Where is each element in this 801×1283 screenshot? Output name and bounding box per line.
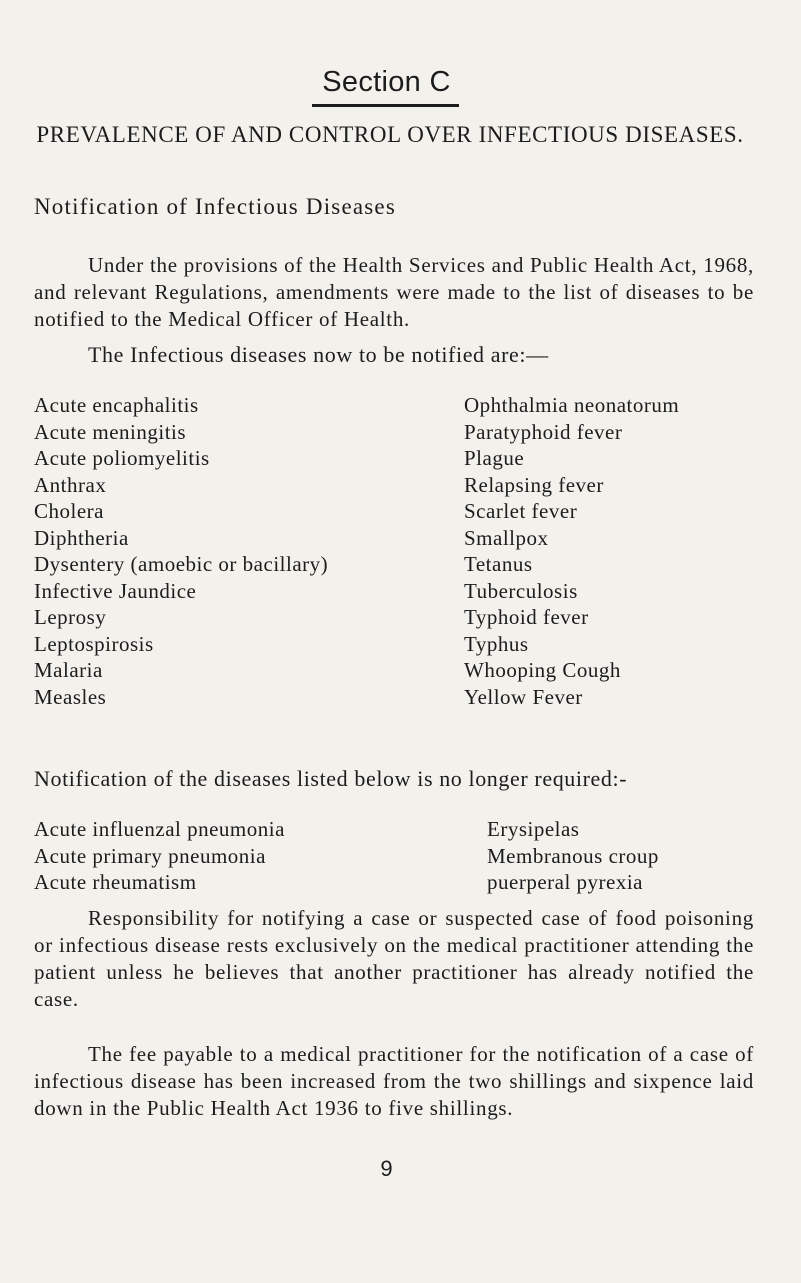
- notifiable-list-left: [34, 392, 328, 710]
- section-heading-underline: [312, 104, 459, 107]
- section-heading: Section C: [322, 66, 451, 98]
- list-item: Whooping Cough: [464, 658, 621, 682]
- list-item: Membranous croup: [487, 843, 659, 868]
- list-item: Malaria: [34, 658, 103, 682]
- list-item: Acute encaphalitis: [34, 393, 199, 417]
- list-item: Smallpox: [464, 525, 549, 550]
- no-longer-list-left: [34, 816, 285, 896]
- list-item: Measles: [34, 684, 107, 709]
- fee-paragraph: The fee payable to a medical practitioner for the notification of a case of infectious disease has been increased from the two shillings and sixpence laid down in the Public Health Act 1936 to five shillings.: [34, 1042, 754, 1120]
- no-longer-intro: Notification of the diseases listed below is no longer required:-: [34, 766, 628, 791]
- list-item: Leptospirosis: [34, 631, 154, 656]
- responsibility-paragraph: Responsibility for notifying a case or suspected case of food poisoning or infectious disease rests exclusively on the medical practitioner attending the patient unless he believes that another practitioner has already notified the case.: [34, 906, 754, 1011]
- list-item: Typhus: [464, 631, 529, 656]
- list-item: puerperal pyrexia: [487, 870, 644, 894]
- list-item: Anthrax: [34, 472, 107, 497]
- list-item: Tetanus: [464, 552, 533, 576]
- list-item: Dysentery (amoebic or bacillary): [34, 552, 329, 576]
- list-item: Infective Jaundice: [34, 578, 197, 603]
- list-item: Acute rheumatism: [34, 870, 197, 894]
- list-item: Cholera: [34, 499, 104, 523]
- no-longer-list-right: [487, 816, 659, 896]
- list-item: Plague: [464, 446, 525, 470]
- list-item: Erysipelas: [487, 817, 580, 841]
- list-item: Ophthalmia neonatorum: [464, 393, 680, 417]
- list-item: Acute primary pneumonia: [34, 843, 266, 868]
- list-item: Yellow Fever: [464, 684, 583, 709]
- list-item: Leprosy: [34, 605, 107, 629]
- list-item: Relapsing fever: [464, 472, 604, 497]
- list-item: Typhoid fever: [464, 605, 589, 629]
- list-item: Diphtheria: [34, 525, 129, 550]
- list-item: Acute poliomyelitis: [34, 446, 210, 470]
- intro-paragraph: Under the provisions of the Health Services and Public Health Act, 1968, and relevant Regulations, amendments were made to the list of diseases to be notified to the Medical Officer of Health.: [34, 253, 754, 331]
- list-item: Acute influenzal pneumonia: [34, 817, 285, 841]
- page-number: 9: [380, 1156, 393, 1181]
- list-item: Acute meningitis: [34, 419, 187, 444]
- subtitle: Notification of Infectious Diseases: [34, 194, 396, 219]
- list-item: Scarlet fever: [464, 499, 578, 523]
- notifiable-list-right: [464, 392, 679, 710]
- notifiable-intro: The Infectious diseases now to be notified are:—: [88, 342, 549, 367]
- list-item: Paratyphoid fever: [464, 419, 623, 444]
- list-item: Tuberculosis: [464, 578, 578, 603]
- main-title: PREVALENCE OF AND CONTROL OVER INFECTIOUS DISEASES.: [36, 122, 744, 147]
